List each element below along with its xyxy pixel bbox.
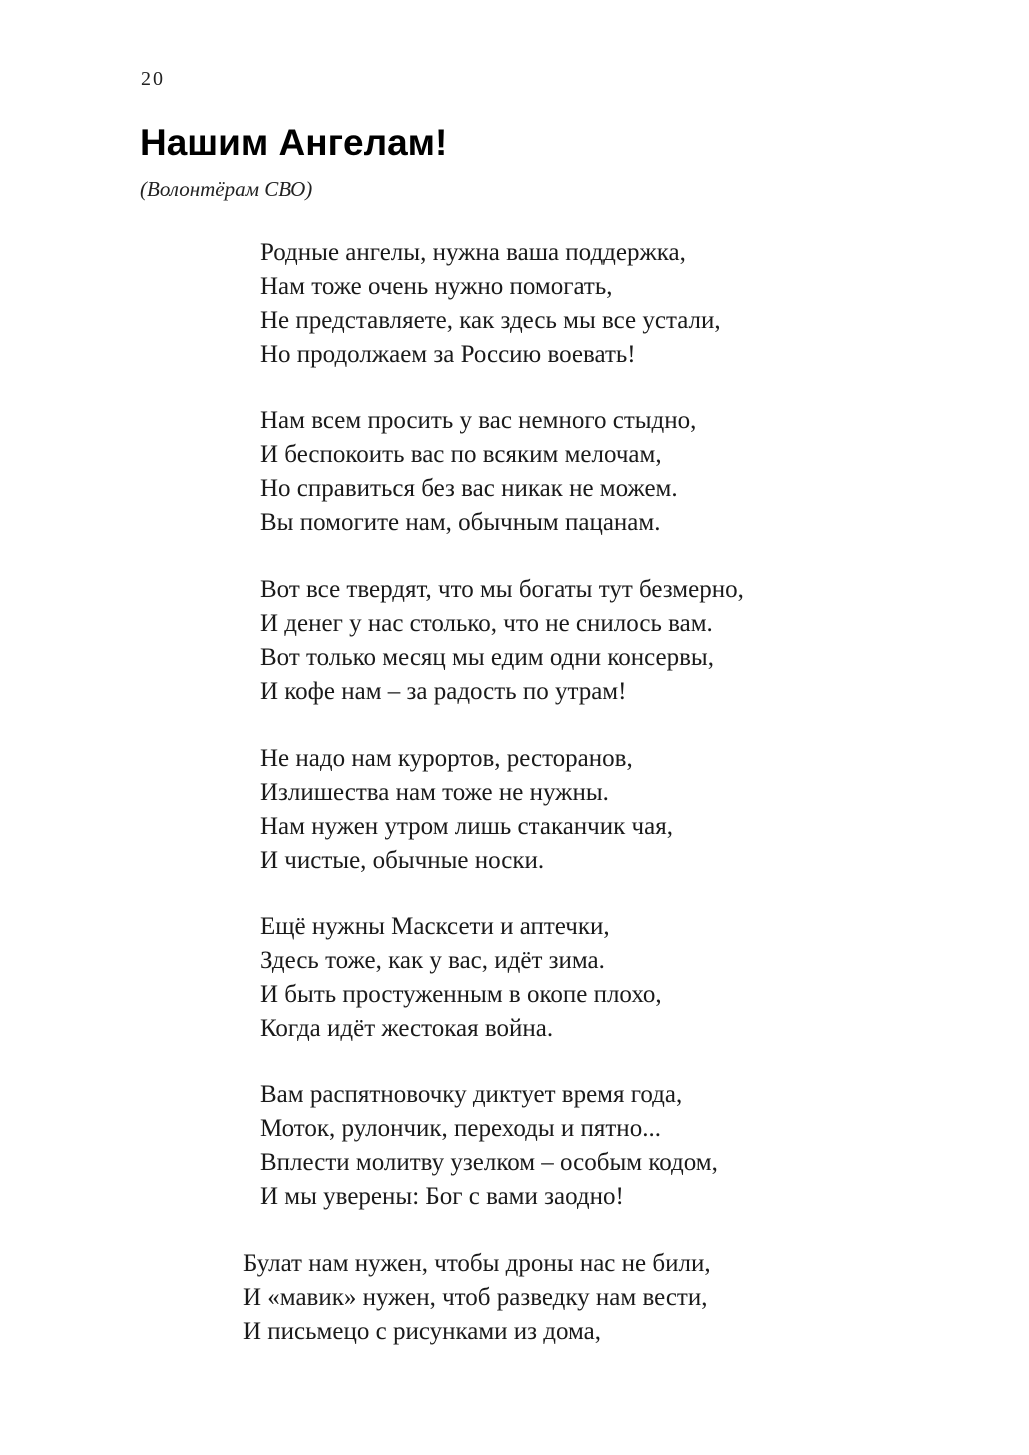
- poem-line: И беспокоить вас по всяким мелочам,: [260, 441, 662, 468]
- stanza: [260, 910, 662, 1046]
- poem-line: Нам тоже очень нужно помогать,: [260, 273, 613, 300]
- poem-line: Но справиться без вас никак не можем.: [260, 475, 678, 502]
- poem-line: И кофе нам – за радость по утрам!: [260, 678, 627, 705]
- poem-title: Нашим Ангелам!: [140, 122, 448, 163]
- poem-line: Нам всем просить у вас немного стыдно,: [260, 407, 697, 434]
- poem-line: Родные ангелы, нужна ваша поддержка,: [260, 239, 686, 266]
- poem-line: Вам распятновочку диктует время года,: [260, 1081, 683, 1108]
- poem-line: И чистые, обычные носки.: [260, 847, 545, 874]
- poem-line: Но продолжаем за Россию воевать!: [260, 341, 636, 368]
- poem-line: Когда идёт жестокая война.: [260, 1015, 554, 1042]
- stanza: [260, 742, 673, 878]
- poem-line: Не надо нам курортов, ресторанов,: [260, 745, 633, 772]
- poem-line: Вот только месяц мы едим одни консервы,: [260, 644, 714, 671]
- poem-line: И денег у нас столько, что не снилось вам.: [260, 610, 713, 637]
- poem-line: И письмецо с рисунками из дома,: [243, 1318, 602, 1345]
- poem-line: Здесь тоже, как у вас, идёт зима.: [260, 947, 605, 974]
- poem-line: Моток, рулончик, переходы и пятно...: [260, 1115, 661, 1142]
- poem-line: И быть простуженным в окопе плохо,: [260, 981, 662, 1008]
- poem-line: Вот все твердят, что мы богаты тут безмерно,: [260, 576, 744, 603]
- stanza: [260, 236, 721, 372]
- poem-line: Вы помогите нам, обычным пацанам.: [260, 509, 661, 536]
- page-number: 20: [141, 68, 165, 90]
- stanza: [243, 1247, 711, 1349]
- poem-line: Не представляете, как здесь мы все устали,: [260, 307, 721, 334]
- poem-line: Нам нужен утром лишь стаканчик чая,: [260, 813, 673, 840]
- poem-line: Булат нам нужен, чтобы дроны нас не били,: [243, 1250, 711, 1277]
- poem-dedication: (Волонтёрам СВО): [140, 177, 313, 201]
- stanza: [260, 404, 696, 540]
- stanza: [260, 1078, 718, 1214]
- poem-line: И мы уверены: Бог с вами заодно!: [260, 1183, 624, 1210]
- poem-line: Ещё нужны Масксети и аптечки,: [260, 913, 610, 940]
- poem-line: Вплести молитву узелком – особым кодом,: [260, 1149, 718, 1176]
- stanza: [260, 573, 744, 709]
- poem-line: И «мавик» нужен, чтоб разведку нам вести,: [243, 1284, 708, 1311]
- poem-line: Излишества нам тоже не нужны.: [260, 779, 609, 806]
